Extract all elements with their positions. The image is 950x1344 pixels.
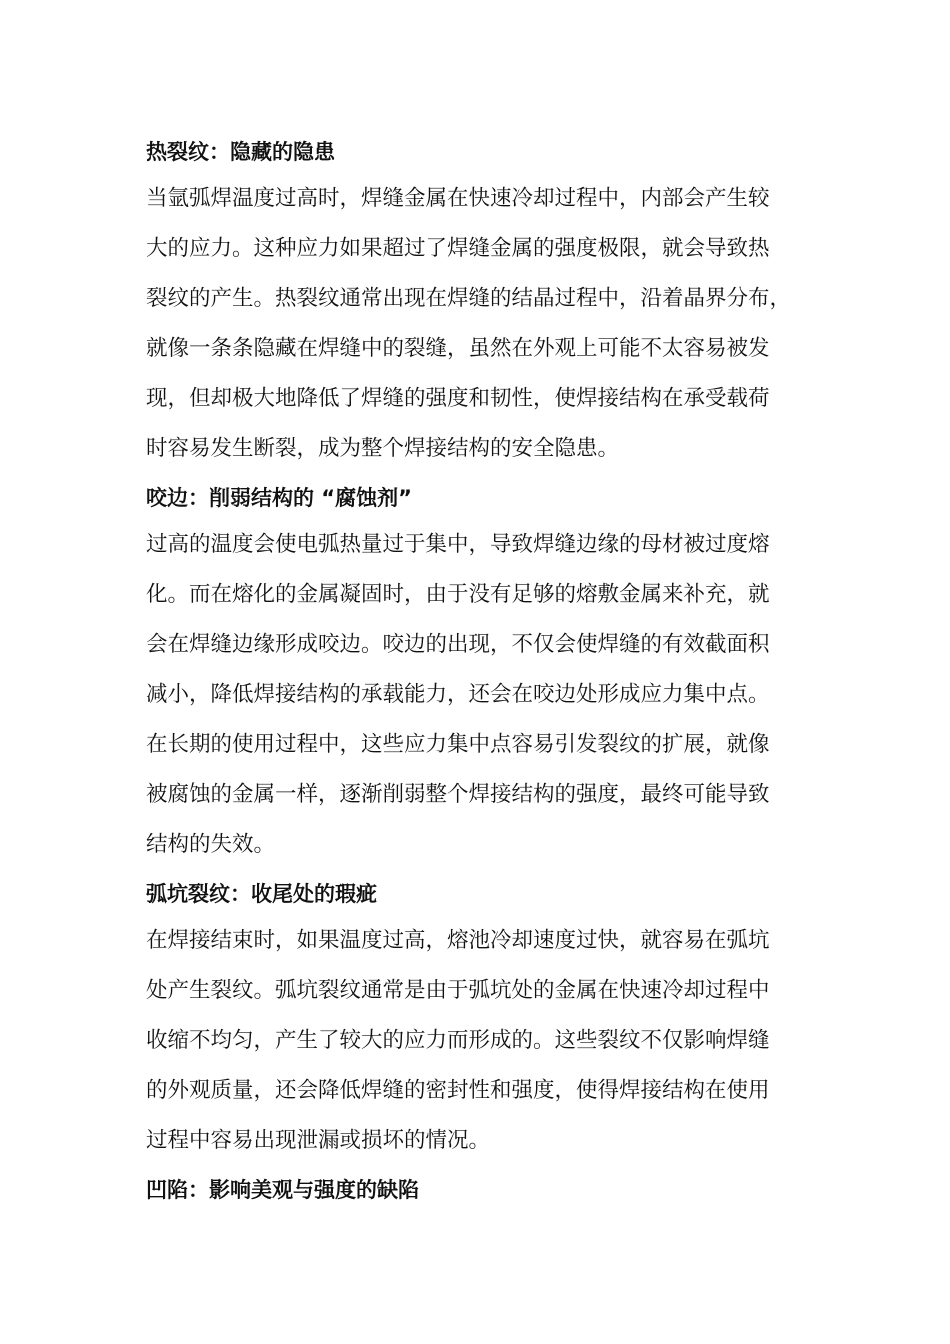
section-paragraph bbox=[146, 520, 806, 870]
paragraph-line: 时容易发生断裂，成为整个焊接结构的安全隐患。 bbox=[146, 436, 620, 461]
section-heading: 弧坑裂纹：收尾处的瑕疵 bbox=[146, 882, 377, 906]
section-heading: 咬边：削弱结构的 “腐蚀剂” bbox=[146, 486, 412, 510]
document-page bbox=[146, 134, 806, 1208]
paragraph-line: 结构的失效。 bbox=[146, 832, 276, 857]
paragraph-line: 现，但却极大地降低了焊缝的强度和韧性，使焊接结构在承受载荷 bbox=[146, 386, 770, 411]
paragraph-line: 被腐蚀的金属一样，逐渐削弱整个焊接结构的强度，最终可能导致 bbox=[146, 782, 770, 807]
section-undercut bbox=[146, 480, 806, 870]
paragraph-line: 减小，降低焊接结构的承载能力，还会在咬边处形成应力集中点。 bbox=[146, 682, 770, 707]
paragraph-line: 当氩弧焊温度过高时，焊缝金属在快速冷却过程中，内部会产生较 bbox=[146, 186, 770, 211]
section-depression bbox=[146, 1172, 806, 1208]
paragraph-line: 过高的温度会使电弧热量过于集中，导致焊缝边缘的母材被过度熔 bbox=[146, 532, 770, 557]
paragraph-line: 化。而在熔化的金属凝固时，由于没有足够的熔敷金属来补充，就 bbox=[146, 582, 770, 607]
section-hot-crack bbox=[146, 134, 806, 474]
section-paragraph bbox=[146, 174, 806, 474]
paragraph-line: 会在焊缝边缘形成咬边。咬边的出现，不仅会使焊缝的有效截面积 bbox=[146, 632, 770, 657]
paragraph-line: 处产生裂纹。弧坑裂纹通常是由于弧坑处的金属在快速冷却过程中 bbox=[146, 978, 770, 1003]
section-paragraph bbox=[146, 916, 806, 1166]
paragraph-line: 就像一条条隐藏在焊缝中的裂缝，虽然在外观上可能不太容易被发 bbox=[146, 336, 770, 361]
paragraph-line: 大的应力。这种应力如果超过了焊缝金属的强度极限，就会导致热 bbox=[146, 236, 770, 261]
paragraph-line: 裂纹的产生。热裂纹通常出现在焊缝的结晶过程中，沿着晶界分布， bbox=[146, 286, 792, 311]
paragraph-line: 过程中容易出现泄漏或损坏的情况。 bbox=[146, 1128, 491, 1153]
paragraph-line: 在焊接结束时，如果温度过高，熔池冷却速度过快，就容易在弧坑 bbox=[146, 928, 770, 953]
paragraph-line: 收缩不均匀，产生了较大的应力而形成的。这些裂纹不仅影响焊缝 bbox=[146, 1028, 770, 1053]
paragraph-line: 在长期的使用过程中，这些应力集中点容易引发裂纹的扩展，就像 bbox=[146, 732, 770, 757]
section-crater-crack bbox=[146, 876, 806, 1166]
section-heading: 凹陷：影响美观与强度的缺陷 bbox=[146, 1178, 419, 1202]
section-heading: 热裂纹：隐藏的隐患 bbox=[146, 140, 335, 164]
paragraph-line: 的外观质量，还会降低焊缝的密封性和强度，使得焊接结构在使用 bbox=[146, 1078, 770, 1103]
